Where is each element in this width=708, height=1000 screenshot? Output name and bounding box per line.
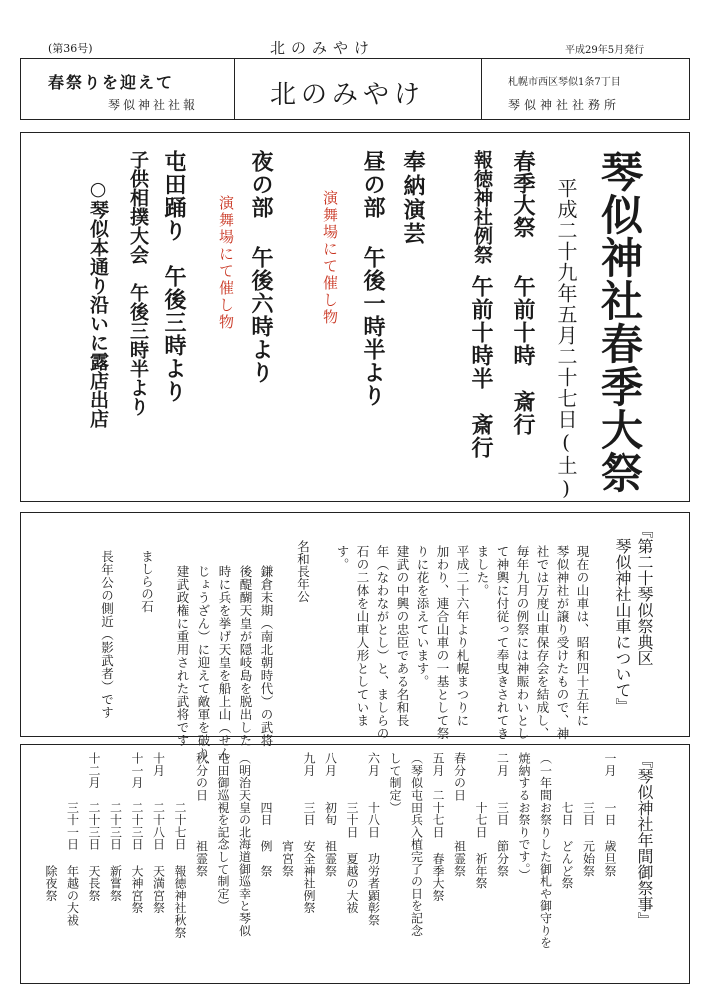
masthead-subtitle: 琴似神社社報: [108, 98, 199, 112]
calendar-item: （一年間お祭りした御札や御守りを: [538, 752, 553, 949]
header-paper-name: 北のみやけ: [270, 39, 376, 57]
article-body: 現在の山車は、昭和四十五年に 琴似神社が譲り受けたもので、神 社では万度山車保存会を結成し、 毎年九月の例祭には神賑わいとし て神輿に付従って奉曳きされてき ました。 平成二十六年より札幌まつりに 加わり、連合山車の一基として祭 りに花を添えています。 建武の中興の忠臣である名和長 年（なわながとし）と、ましらの 石の二体を山車人形としていま す。: [335, 545, 590, 740]
calendar-item: 十一月 二十三日 大神宮祭: [130, 752, 144, 914]
masthead-title: 北のみやけ: [270, 80, 426, 110]
night-venue: 演舞場にて催し物: [217, 195, 235, 331]
name1-title: 名和長年公: [295, 540, 311, 603]
calendar-item: （明治天皇の北海道御巡幸と琴似: [237, 752, 252, 937]
calendar-item: 三日 元始祭: [581, 752, 596, 877]
calendar-list: [30, 752, 620, 980]
night-part: 夜の部 午後六時より: [248, 150, 274, 384]
calendar-item: 宵宮祭: [280, 752, 295, 877]
festival-section: [20, 132, 690, 502]
calendar-item: （琴似屯田兵入植完了の日を記念: [409, 752, 424, 937]
rite-hotoku-time: 午前十時半 斎行: [468, 275, 494, 459]
calendar-item: 四日 例 祭: [259, 752, 273, 877]
festival-date: 平成二十九年五月二十七日(土): [554, 178, 578, 501]
name1-description: 鎌倉末期（南北朝時代）の武将 後醍醐天皇が隠岐島を脱出した 時に兵を挙げ天皇を船上山（せん じょうざん）に迎えて敵軍を破り、 建武政権に重用された武将です: [175, 565, 274, 773]
calendar-item: 五月 二十七日 春季大祭: [431, 752, 445, 902]
calendar-item: して制定）: [388, 752, 402, 814]
calendar-item: 二十七日 報徳神社秋祭: [173, 752, 187, 939]
calendar-item: 除夜祭: [44, 752, 58, 902]
calendar-item: 一月 一日 歳旦祭: [603, 752, 617, 877]
calendar-item: 七日 どんど祭: [560, 752, 574, 890]
calendar-item: 春分の日 祖霊祭: [452, 752, 467, 877]
rite-spring-name: 春季大祭: [510, 150, 536, 238]
masthead-headline: 春祭りを迎えて: [48, 73, 175, 92]
calendar-title: 『琴似神社年間御祭事』: [635, 752, 654, 928]
rite-spring-time: 午前十時 斎行: [510, 275, 536, 436]
issue-number: (第36号): [48, 42, 93, 55]
calendar-item: 八月 初旬 祖霊祭: [323, 752, 338, 877]
calendar-item: 屯田御巡視を記念して制定）: [216, 752, 230, 912]
calendar-item: 十月 二十八日 天満宮祭: [151, 752, 166, 914]
calendar-item: 三十日 夏越の大祓: [345, 752, 359, 914]
issue-date: 平成29年5月発行: [565, 45, 645, 56]
calendar-item: 焼納するお祭りです。）: [517, 752, 531, 882]
calendar-item: 六月 十八日 功労者顕彰祭: [366, 752, 381, 927]
calendar-item: 三十一日 年越の大祓: [65, 752, 80, 927]
offering-title: 奉納演芸: [400, 150, 426, 246]
street-stalls: ○琴似本通り沿いに露店出店: [87, 178, 109, 428]
calendar-item: 秋分の日 祖霊祭: [194, 752, 209, 877]
rite-hotoku-name: 報徳神社例祭: [471, 150, 493, 264]
article-title-2: 琴似神社山車について』: [613, 538, 632, 714]
masthead-office: 琴似神社社務所: [508, 98, 621, 112]
masthead-address: 札幌市西区琴似1条7丁目: [508, 77, 621, 88]
name2-description: 長年公の側近（影武者）です: [99, 550, 115, 719]
calendar-item: 二月 三日 節分祭: [495, 752, 510, 877]
calendar-item: 二十三日 新嘗祭: [108, 752, 123, 902]
calendar-item: 九月 三日 安全神社例祭: [302, 752, 316, 914]
name2-title: ましらの石: [139, 550, 155, 613]
festival-title: 琴似神社春季大祭: [595, 150, 644, 494]
tonden-odori: 屯田踊り 午後三時より: [161, 150, 187, 403]
children-sumo: 子供相撲大会 午後三時半より: [127, 150, 149, 416]
article-title-1: 『第二十琴似祭典区: [635, 522, 654, 666]
calendar-item: 十二月 二十三日 天長祭: [87, 752, 101, 902]
calendar-item: 十七日 祈年祭: [474, 752, 488, 890]
day-venue: 演舞場にて催し物: [321, 190, 339, 326]
day-part: 昼の部 午後一時半より: [360, 150, 386, 407]
